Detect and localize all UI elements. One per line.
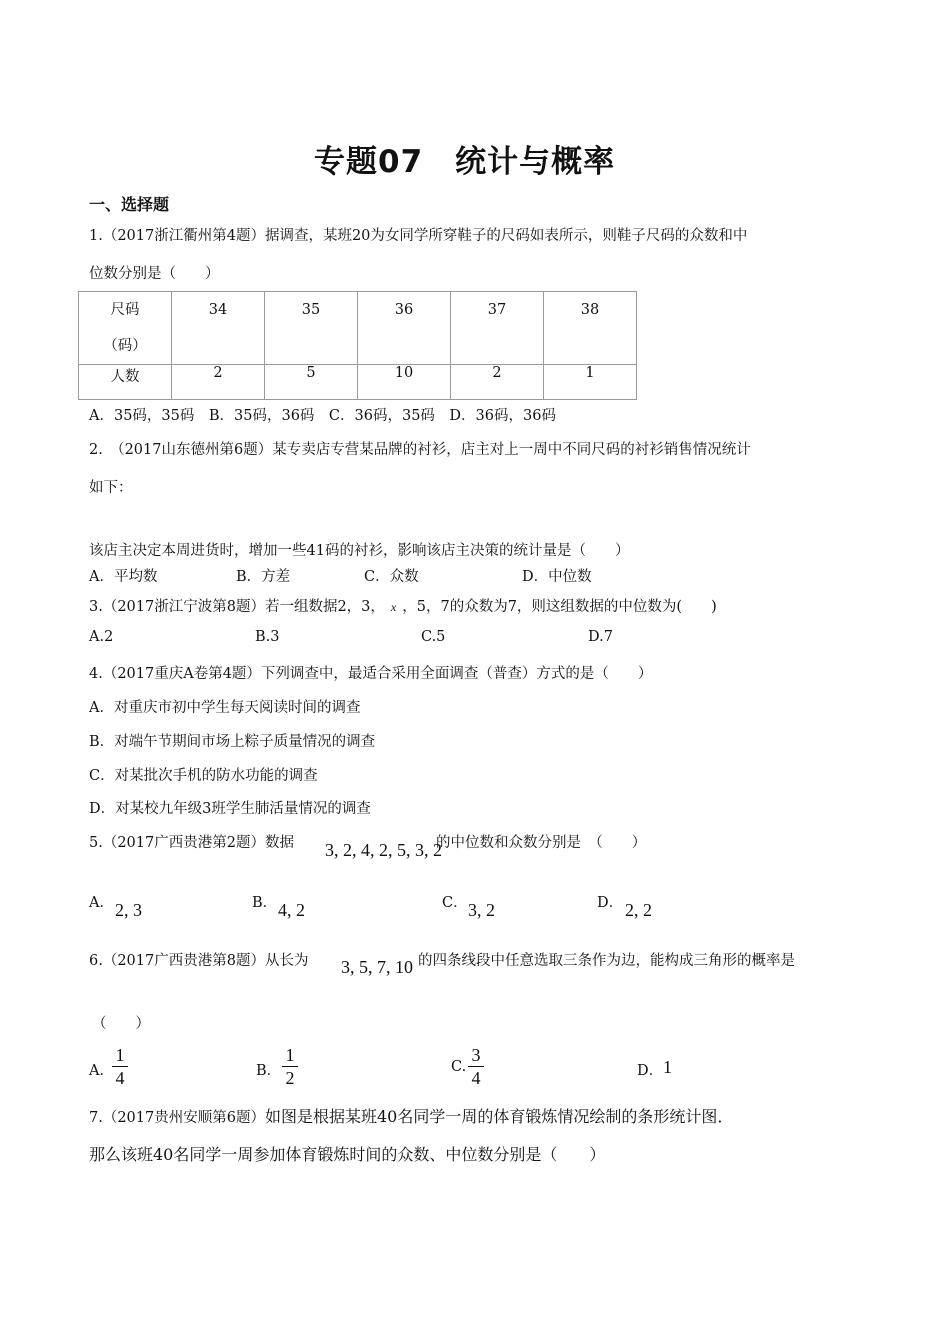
q2-option-b: B．方差 [236, 569, 291, 585]
size-unit-label: （码） [103, 338, 147, 354]
q5-option-b-label: B． [252, 895, 278, 911]
q6-option-b-label: B． [256, 1063, 282, 1079]
q2-option-d: D．中位数 [522, 569, 592, 585]
q6-option-b-fraction: 1 2 [282, 1045, 298, 1088]
q4-option-c: C．对某批次手机的防水功能的调查 [89, 768, 318, 784]
q7-prefix: 7.（2017贵州安顺第6题） [89, 1110, 265, 1126]
table-row [79, 365, 637, 400]
table-cell: 38 [544, 292, 637, 365]
table-cell: 1 [544, 365, 637, 400]
q4-stem: 4.（2017重庆A卷第4题）下列调查中，最适合采用全面调查（普查）方式的是（ ） [89, 666, 653, 682]
q6-stem-post: 的四条线段中任意选取三条作为边，能构成三角形的概率是 [418, 953, 795, 969]
q2-option-c: C．众数 [364, 569, 419, 585]
table-cell: 5 [265, 365, 358, 400]
q2-stem-line2: 如下： [89, 480, 133, 496]
q5-option-a-label: A． [89, 895, 114, 911]
q5-option-d-label: D． [597, 895, 624, 911]
q2-stem-line3: 该店主决定本周进货时，增加一些41码的衬衫，影响该店主决策的统计量是（ ） [89, 543, 630, 559]
q1-options: A．35码，35码 B．35码，36码 C．36码，35码 D．36码，36码 [89, 408, 556, 424]
q7-stem-line1 [89, 1104, 733, 1127]
q1-stem-line2: 位数分别是（ ） [89, 266, 220, 282]
table-row [79, 292, 637, 365]
q6-option-c-fraction: 3 4 [468, 1045, 484, 1088]
shoe-size-table [78, 291, 637, 400]
q4-option-d: D．对某校九年级3班学生肺活量情况的调查 [89, 801, 371, 817]
q7-stem-line2: 那么该班40名同学一周参加体育锻炼时间的众数、中位数分别是（ ） [89, 1145, 606, 1164]
table-cell: 37 [451, 292, 544, 365]
q3-stem-pre: 3.（2017浙江宁波第8题）若一组数据2，3， [89, 599, 385, 615]
table-cell: 2 [451, 365, 544, 400]
q5-option-d-value: 2, 2 [625, 900, 652, 920]
q5-option-c-value: 3, 2 [468, 900, 495, 920]
table-cell: 10 [358, 365, 451, 400]
q3-option-d: D.7 [588, 629, 613, 645]
q5-option-c-label: C． [442, 895, 468, 911]
table-cell: 35 [265, 292, 358, 365]
q3-stem [89, 595, 717, 616]
q2-option-a: A．平均数 [89, 569, 158, 585]
size-label: 尺码 [110, 302, 140, 318]
table-cell: 36 [358, 292, 451, 365]
q6-stem-line2: （ ） [92, 1016, 150, 1032]
q4-option-b: B．对端午节期间市场上粽子质量情况的调查 [89, 734, 376, 750]
table-cell: 2 [172, 365, 265, 400]
q3-variable: x [390, 600, 397, 614]
q3-option-c: C.5 [421, 629, 446, 645]
q5-option-a-value: 2, 3 [115, 900, 142, 920]
q1-stem-line1: 1.（2017浙江衢州第4题）据调查，某班20为女同学所穿鞋子的尺码如表所示，则鞋子尺码的众数和中 [89, 228, 748, 244]
q5-stem-pre: 5.（2017广西贵港第2题）数据 [89, 835, 294, 851]
table-header-cell [79, 292, 172, 365]
q6-option-d-value: 1 [663, 1057, 672, 1077]
q3-option-a: A.2 [89, 629, 114, 645]
q4-option-a: A．对重庆市初中学生每天阅读时间的调查 [89, 700, 361, 716]
table-cell: 34 [172, 292, 265, 365]
q6-option-c-label: C. [451, 1059, 467, 1075]
q5-stem-post: 的中位数和众数分别是 （ ） [436, 835, 647, 851]
q5-data-expression: 3, 2, 4, 2, 5, 3, 2 [325, 840, 442, 860]
q7-stem-text: 如图是根据某班40名同学一周的体育锻炼情况绘制的条形统计图． [264, 1107, 734, 1126]
q6-option-a-fraction: 1 4 [112, 1045, 128, 1088]
q5-option-b-value: 4, 2 [278, 900, 305, 920]
q6-data-expression: 3, 5, 7, 10 [341, 957, 413, 977]
q6-option-d-label: D． [637, 1063, 664, 1079]
q3-option-b: B.3 [255, 629, 280, 645]
section-heading: 一、选择题 [89, 195, 170, 214]
q2-stem-line1: 2. （2017山东德州第6题）某专卖店专营某品牌的衬衫，店主对上一周中不同尺码的衬衫销售情况统计 [89, 442, 751, 458]
count-label: 人数 [79, 365, 172, 400]
page-title: 专题07 统计与概率 [314, 144, 616, 180]
q6-option-a-label: A． [89, 1063, 114, 1079]
q3-stem-post: ，5，7的众数为7，则这组数据的中位数为( ) [402, 599, 717, 615]
q6-stem-pre: 6.（2017广西贵港第8题）从长为 [89, 953, 309, 969]
